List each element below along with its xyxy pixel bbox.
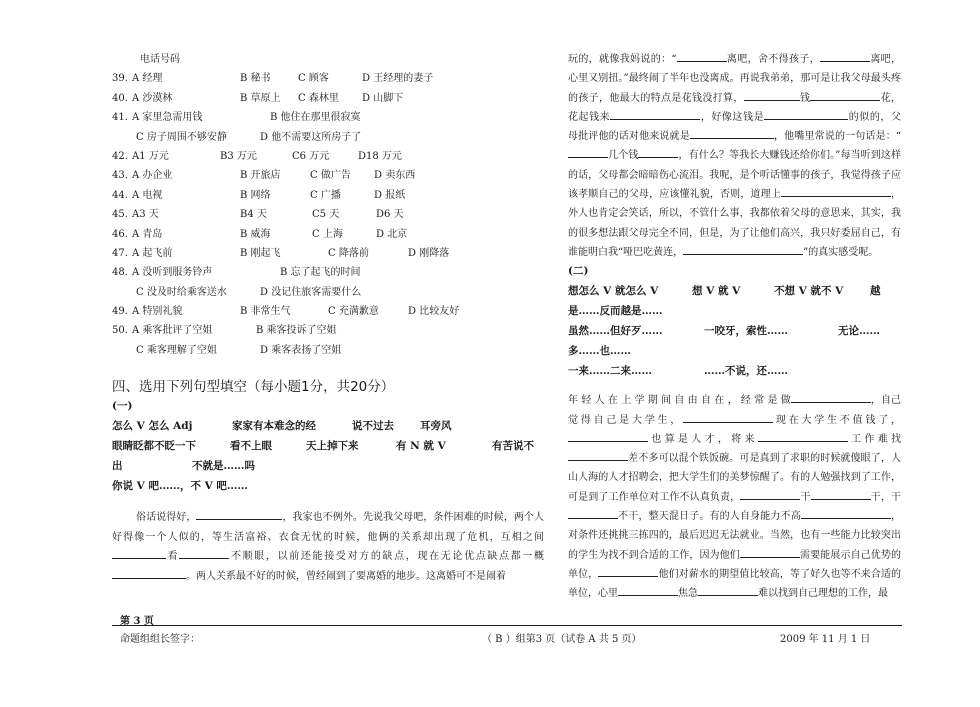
question-number: 42. [112,150,128,162]
answer-blank[interactable] [638,146,678,158]
pattern-item: 有苦说不 [492,440,534,453]
pattern2-row-3 [568,321,901,341]
answer-blank[interactable] [740,488,800,500]
answer-blank[interactable] [744,89,800,101]
answer-option[interactable]: C 森林里 [298,92,339,104]
answer-option[interactable]: A 没听到服务铃声 [132,267,213,279]
cloze-paragraph-1-continued: 玩的，就像我妈说的：“ 离吧，舍不得孩子， 离吧，心里又别扭。”最终闹了半年也没离成。再说我弟弟，那可是让我父母最头疼的孩子，他最大的特点是花钱没打算， 钱 花，花起钱来 ，好像这钱是 的似的，父母批评他的话对他来说就是 ，他嘴里常说的一句话是：“几个钱 ，有什么？等我长大赚钱还给你们。”每当听到这样的话，父母都会暗暗伤心流泪。我呢，是个听话懂事的孩子，我觉得孩子应该孝顺自己的父母，应该懂礼貌，否则，道理上 ，外人也肯定会笑话，所以，不管什么事，我都依着父母的意思来，其实，我的很多想法跟父母完全不同，但是，为了让他们高兴，我只好委屈自己，有谁能明白我“哑巴吃黄连， ”的真实感受呢。 [568,50,901,262]
pattern-item: 有 N 就 V [396,440,446,453]
footer-signature-label: 命题组组长签字： [120,634,200,645]
question-row [112,166,544,185]
pattern-item: 家家有本难念的经 [232,420,316,433]
answer-option[interactable]: B4 天 [240,209,267,221]
answer-blank[interactable] [568,430,648,442]
answer-blank[interactable] [568,507,618,519]
answer-option[interactable]: D 报纸 [374,189,406,201]
answer-blank[interactable] [598,565,658,577]
answer-option[interactable]: D 他不需要这所房子了 [260,131,362,143]
answer-option[interactable]: B 非常生气 [240,306,291,318]
question-number: 46. [112,228,128,240]
subsection-two: (二) [568,265,589,278]
cloze-paragraph-2: 年 轻 人 在 上 学 期 间 自 由 自 在 ， 经 常 是 做 ，自己觉得自己是大学生， 现在大学生不值钱了，也算是人才，将来 工作难找差不多可以混个铁饭碗。可是真到了求职的时候就傻眼了，人山人海的人才招聘会，把大学生们的美梦惊醒了。有的人勉强找到了工作，可是到了工作单位对工作不认真负责， 干 干，干不干，整天混日子。有的人自身能力不高 ，对条件还挑挑三拣四的，最后迟迟无法就业。当然，也有一些能力比较突出的学生为找不到合适的工作，因为他们 需要能展示自己优势的单位， 他们对薪水的期望值比较高，等了好久也等不来合适的单位，心里 焦急 难以找到自己理想的工作，最 [568,391,901,603]
pattern-item: 一来……二来…… [568,365,652,378]
answer-blank[interactable] [758,430,848,442]
pattern2-row-5 [568,361,901,381]
question-row [112,108,544,127]
question-row [112,69,544,88]
answer-option[interactable]: D 王经理的妻子 [362,73,434,85]
question-row [112,205,544,224]
answer-option[interactable]: B 他住在那里很寂寞 [270,112,361,124]
answer-blank[interactable] [618,584,678,596]
answer-blank[interactable] [811,488,871,500]
answer-blank[interactable] [112,547,166,559]
question-number: 45. [112,209,128,221]
answer-option[interactable]: C6 万元 [292,150,330,162]
answer-option[interactable]: D18 万元 [358,150,402,162]
answer-blank[interactable] [740,546,800,558]
answer-blank[interactable] [112,567,186,579]
page-number: 第 3 页 [120,616,154,627]
question-row [112,225,544,244]
question-row [112,244,544,263]
subsection-one: (一) [112,400,133,413]
pattern-item: ……不说，还…… [704,365,788,378]
answer-option[interactable]: A3 天 [132,209,159,221]
question-row [112,283,544,302]
answer-option[interactable]: C 做广告 [310,170,351,182]
answer-option[interactable]: A 经理 [132,73,163,85]
answer-blank[interactable] [683,243,803,255]
footer-date: 2009 年 11 月 1 日 [780,634,871,645]
answer-option[interactable]: B 威海 [240,228,271,240]
pattern-item: 天上掉下来 [306,440,359,453]
answer-option[interactable]: B 草原上 [240,92,281,104]
pattern-item: 眼睛眨都不眨一下 [112,440,196,453]
question-row [112,302,544,321]
question-row [112,263,544,282]
question-number: 50. [112,325,128,337]
answer-option[interactable]: A 乘客批评了空姐 [132,325,213,337]
answer-option[interactable]: C 没及时给乘客送水 [136,286,227,298]
pattern-row-4: 你说 V 吧……，不 V 吧…… [112,480,248,493]
pattern-item: 怎么 V 怎么 Adj [112,420,193,433]
pattern-item: 不想 V 就不 V [774,285,844,298]
pattern-item: 虽然……但好歹…… [568,325,663,338]
pattern-row-3 [112,456,544,476]
question-number: 48. [112,267,128,279]
answer-option[interactable]: C 房子周围不够安静 [136,131,227,143]
answer-option[interactable]: D 山脚下 [362,92,404,104]
pattern-item: 越 [870,285,881,298]
answer-option[interactable]: A 起飞前 [132,247,173,259]
answer-blank[interactable] [568,449,628,461]
answer-blank[interactable] [791,391,871,403]
answer-option[interactable]: D 比较友好 [408,306,460,318]
answer-blank[interactable] [568,146,608,158]
question-number: 39. [112,73,128,85]
answer-option[interactable]: B 乘客投诉了空姐 [256,325,337,337]
answer-blank[interactable] [820,50,870,62]
question-row [112,89,544,108]
question-list [112,69,544,360]
question-row [112,186,544,205]
answer-option[interactable]: D 没记住旅客需要什么 [260,286,362,298]
cloze-paragraph-1: 俗话说得好， ，我家也不例外。先说我父母吧，条件困难的时候，两个人好得像一个人似的，等生活富裕、衣食无忧的时候，他俩的关系却出现了危机，互相之间看 不顺眼，以前还能接受对方的缺点，现在无论优点缺点都一概。两人关系最不好的时候，曾经闹到了要离婚的地步。这离婚可不是闹着 [112,508,544,586]
answer-blank[interactable] [801,507,891,519]
phone-number-line: 电话号码 [140,54,180,65]
question-row [112,341,544,360]
answer-option[interactable]: A 办企业 [132,170,173,182]
answer-option[interactable]: A 沙漠林 [132,92,173,104]
answer-blank[interactable] [683,411,773,423]
pattern-item: 看不上眼 [230,440,272,453]
answer-option[interactable]: C 乘客理解了空姐 [136,344,217,356]
answer-option[interactable]: A1 万元 [132,150,169,162]
question-row [112,147,544,166]
answer-option[interactable]: A 青岛 [132,228,163,240]
pattern-item: 无论…… [838,325,880,338]
answer-blank[interactable] [677,50,727,62]
pattern-item: 一咬牙，索性…… [704,325,788,338]
pattern-item: 耳旁风 [420,420,452,433]
question-number: 41. [112,112,128,124]
answer-option[interactable]: C 充满歉意 [328,306,379,318]
left-column [112,50,544,586]
question-number: 44. [112,189,128,201]
answer-option[interactable]: B 开旅店 [240,170,281,182]
answer-option[interactable]: C 上海 [312,228,343,240]
answer-blank[interactable] [810,89,880,101]
answer-option[interactable]: D6 天 [376,209,404,221]
question-number: 47. [112,247,128,259]
answer-blank[interactable] [764,108,848,120]
pattern-item: 想 V 就 V [692,285,741,298]
answer-option[interactable]: C 广播 [310,189,341,201]
answer-option[interactable]: A 家里急需用钱 [132,112,203,124]
answer-option[interactable]: B 忘了起飞的时间 [280,267,361,279]
answer-option[interactable]: A 特别礼貌 [132,306,183,318]
answer-option[interactable]: C 降落前 [328,247,369,259]
section-title: 四、选用下列句型填空（每小题1分，共20分） [112,379,395,396]
question-number: 40. [112,92,128,104]
pattern-item: 说不过去 [352,420,394,433]
answer-option[interactable]: B 网络 [240,189,271,201]
question-row [112,128,544,147]
answer-blank[interactable] [781,185,891,197]
pattern-item: 出 [112,460,123,473]
answer-blank[interactable] [610,108,700,120]
answer-blank[interactable] [698,584,758,596]
answer-option[interactable]: D 卖东西 [374,170,416,182]
question-number: 49. [112,306,128,318]
answer-option[interactable]: B3 万元 [220,150,257,162]
answer-option[interactable]: C 顾客 [298,73,329,85]
answer-blank[interactable] [179,547,229,559]
footer-rule [112,625,902,626]
pattern-row-2 [112,436,544,456]
answer-option[interactable]: B 秘书 [240,73,271,85]
question-number: 43. [112,170,128,182]
pattern2-row-2: 是……反而越是…… [568,305,663,318]
pattern2-row-1 [568,281,901,301]
answer-option[interactable]: A 电视 [132,189,163,201]
answer-blank[interactable] [196,508,282,520]
pattern-item: 不就是……吗 [192,460,255,473]
answer-option[interactable]: D 北京 [376,228,408,240]
answer-option[interactable]: D 乘客表扬了空姐 [260,344,342,356]
right-column [568,50,901,604]
pattern-row-1 [112,416,544,436]
answer-blank[interactable] [690,127,774,139]
answer-option[interactable]: B 刚起飞 [240,247,281,259]
pattern-item: 想怎么 V 就怎么 V [568,285,659,298]
question-row [112,321,544,340]
answer-option[interactable]: D 刚降落 [408,247,450,259]
footer-page-info: （ B ）组第3 页（试卷 A 共 5 页） [482,634,642,645]
answer-option[interactable]: C5 天 [312,209,340,221]
pattern2-row-4: 多……也…… [568,345,631,358]
